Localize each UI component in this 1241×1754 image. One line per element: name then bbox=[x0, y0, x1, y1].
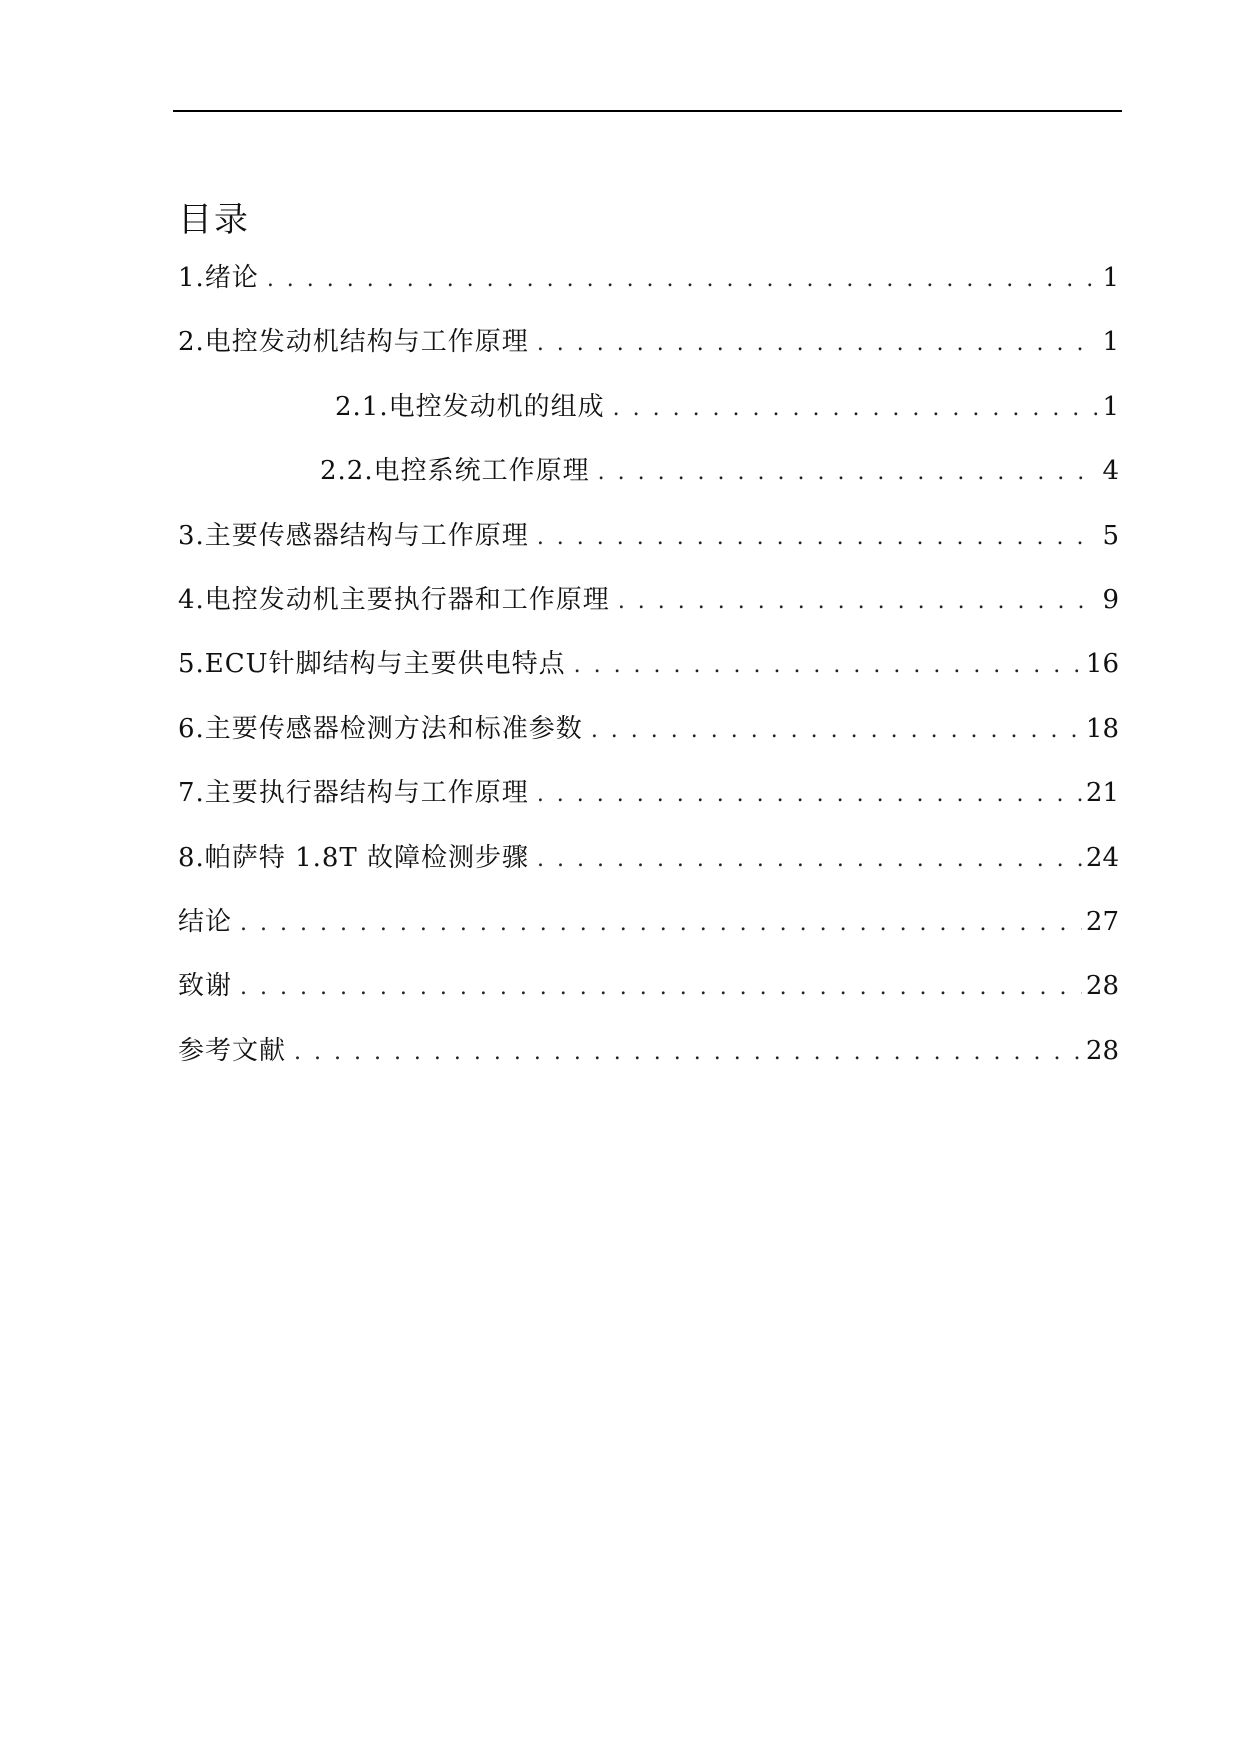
toc-leader-dots bbox=[537, 840, 1082, 880]
toc-entry-page: 1 bbox=[1102, 263, 1119, 293]
toc-entry-3[interactable] bbox=[178, 516, 1119, 580]
toc-entry-acknowledgements[interactable] bbox=[178, 966, 1119, 1030]
toc-leader-dots bbox=[574, 646, 1082, 686]
header-rule bbox=[173, 110, 1122, 112]
toc-leader-dots bbox=[618, 582, 1099, 622]
toc-leader-dots bbox=[267, 260, 1099, 300]
toc-entry-page: 9 bbox=[1102, 584, 1119, 615]
toc-entry-page: 1 bbox=[1102, 327, 1119, 358]
toc-leader-dots bbox=[537, 775, 1082, 815]
toc-entry-page: 28 bbox=[1085, 971, 1119, 1002]
toc-entry-2[interactable] bbox=[178, 322, 1119, 386]
toc-entry-page: 21 bbox=[1085, 778, 1119, 809]
table-of-contents bbox=[178, 258, 1119, 1095]
toc-entry-8[interactable] bbox=[178, 838, 1119, 902]
toc-entry-title: 参考文献 bbox=[178, 1035, 287, 1066]
toc-leader-dots bbox=[613, 389, 1099, 429]
toc-entry-title: 2.2.电控系统工作原理 bbox=[320, 456, 590, 487]
toc-leader-dots bbox=[537, 518, 1099, 558]
toc-title: 目录 bbox=[178, 200, 250, 240]
toc-entry-1[interactable] bbox=[178, 258, 1119, 322]
toc-entry-7[interactable] bbox=[178, 773, 1119, 837]
toc-entry-conclusion[interactable] bbox=[178, 902, 1119, 966]
toc-leader-dots bbox=[537, 324, 1099, 364]
toc-leader-dots bbox=[591, 711, 1082, 751]
toc-leader-dots bbox=[294, 1033, 1082, 1073]
toc-entry-2-2[interactable] bbox=[178, 451, 1119, 515]
toc-entry-page: 1 bbox=[1102, 391, 1119, 422]
toc-entry-title: 4.电控发动机主要执行器和工作原理 bbox=[178, 584, 610, 615]
toc-entry-4[interactable] bbox=[178, 580, 1119, 644]
toc-entry-title: 3.主要传感器结构与工作原理 bbox=[178, 520, 529, 551]
toc-entry-title: 结论 bbox=[178, 906, 233, 937]
toc-entry-title: 8.帕萨特 1.8T 故障检测步骤 bbox=[178, 842, 530, 873]
toc-entry-references[interactable] bbox=[178, 1031, 1119, 1095]
toc-leader-dots bbox=[240, 904, 1082, 944]
toc-entry-page: 16 bbox=[1085, 649, 1119, 680]
toc-entry-2-1[interactable] bbox=[178, 387, 1119, 451]
toc-entry-6[interactable] bbox=[178, 709, 1119, 773]
toc-entry-page: 27 bbox=[1085, 906, 1119, 937]
toc-entry-title: 7.主要执行器结构与工作原理 bbox=[178, 778, 529, 809]
toc-leader-dots bbox=[598, 453, 1099, 493]
toc-entry-5[interactable] bbox=[178, 644, 1119, 708]
toc-entry-title: 2.1.电控发动机的组成 bbox=[335, 391, 605, 422]
toc-entry-page: 4 bbox=[1102, 456, 1119, 487]
toc-entry-page: 24 bbox=[1085, 842, 1119, 873]
toc-entry-title: 致谢 bbox=[178, 971, 233, 1002]
toc-entry-title: 5.ECU针脚结构与主要供电特点 bbox=[178, 649, 566, 680]
toc-entry-title: 1.绪论 bbox=[178, 263, 259, 293]
toc-entry-page: 28 bbox=[1085, 1035, 1119, 1066]
toc-entry-page: 5 bbox=[1102, 520, 1119, 551]
toc-entry-title: 2.电控发动机结构与工作原理 bbox=[178, 327, 529, 358]
toc-entry-page: 18 bbox=[1085, 713, 1119, 744]
toc-leader-dots bbox=[240, 968, 1082, 1008]
toc-entry-title: 6.主要传感器检测方法和标准参数 bbox=[178, 713, 583, 744]
